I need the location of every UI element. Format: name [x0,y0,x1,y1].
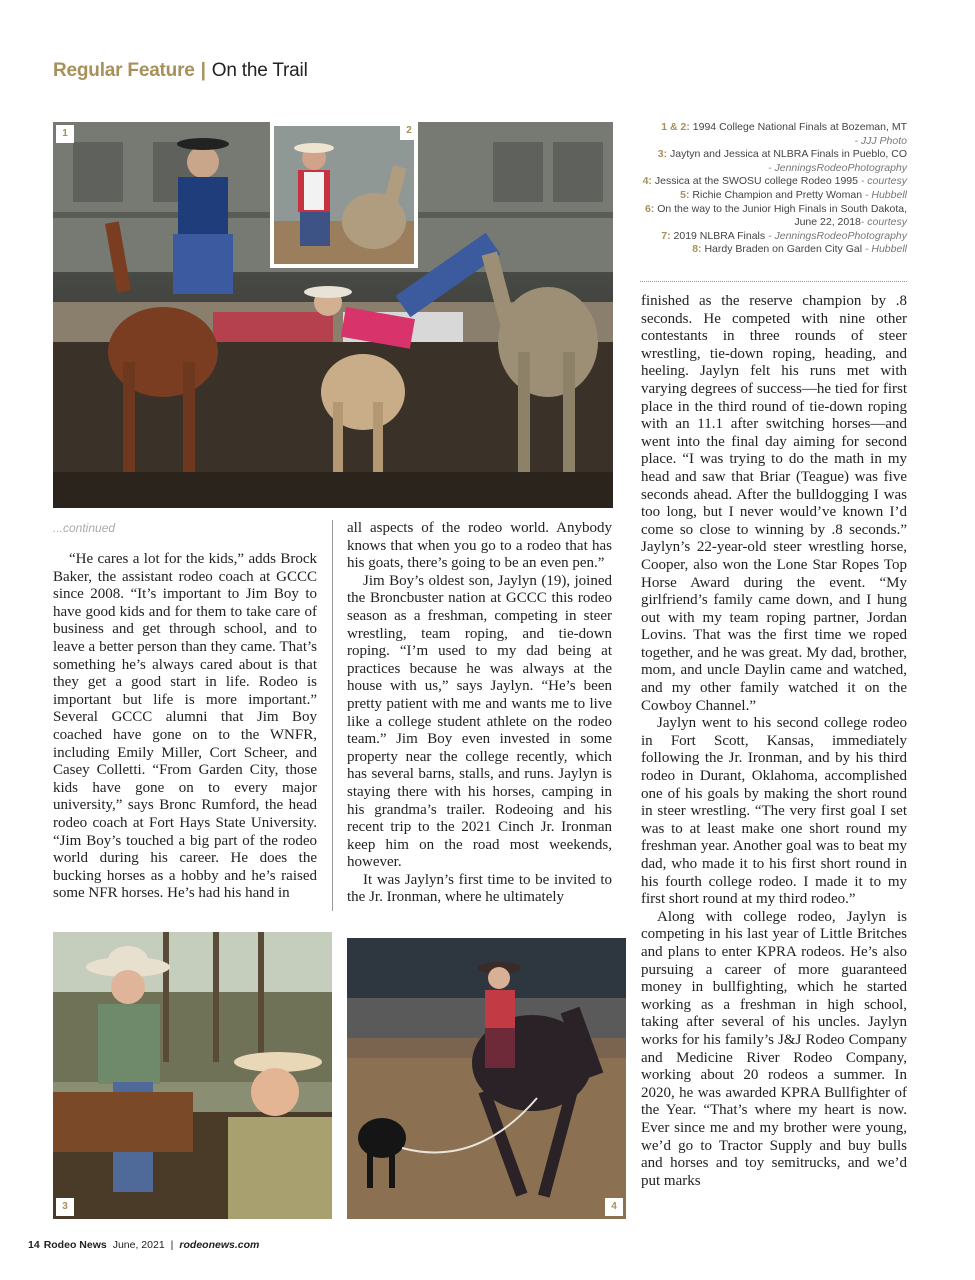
caption-divider [640,281,907,282]
boy-and-mother-illustration [53,932,332,1219]
photo-captions [628,121,907,257]
section-label: Regular Feature [53,60,195,81]
article-column-3 [641,293,907,1190]
paragraph: Along with college rodeo, Jaylyn is competing in his last year of Little Britches and plans to enter KPRA rodeos. He’s also pursuing a career of more guaranteed money in bullfighting, which he started working as a freshman in high school, taking after several of his uncles. Jaylyn works for his family’s J&J Rodeo Company and Medicine River Rodeo Company, working about 20 rodeos a summer. In 2020, he was awarded KPRA Bullfighter of the Year. “That’s where my heart is now. Ever since me and my brother were young, we’d go to Tractor Supply and buy bulls and horses and toy semitrucks, and we’d put marks [641,908,907,1189]
paragraph: Jim Boy’s oldest son, Jaylyn (19), joined the Broncbuster nation at GCCC this rodeo season as a freshman, competing in steer wrestling, team roping, and tie-down roping. “I’m used to my dad being at practices because he was always at the house with us,” says Jaylyn. “He’s been pretty patient with me and wants me to live like a college student athlete on the rodeo team.” Jim Boy even invested in some property near the college recently, which has several barns, stalls, and runs. Jaylyn is staying there with his horses, camping in his grandma’s trailer. Rodeoing and his recent trip to the 2021 Cinch Jr. Ironman keep him on the road most weekends, however. [347,572,612,871]
issue-date: June, 2021 [112,1239,165,1251]
photo-number-3: 3 [56,1198,74,1216]
paragraph: “He cares a lot for the kids,” adds Brock Baker, the assistant rodeo coach at GCCC since 2008. “It’s important to Jim Boy to have good kids and for them to take care of business and get through school, and to leave a better person than they came. That’s something he’s always cared about is that they get a good start in life. Rodeo is important but life is more important.” Several GCCC alumni that Jim Boy coached have gone on to the WNFR, including Emily Miller, Cort Scheer, and Casey Colletti. “From Garden City, those kids have gone on to every major university,” says Bronc Rumford, the head rodeo coach at Fort Hays State University. “Jim Boy’s touched a big part of the rodeo world during his career. He does the bucking horses as a hobby and he’s raised some NFR horses. He’s had his hand in [53,551,317,902]
photo-number-1: 1 [56,125,74,143]
paragraph: It was Jaylyn’s first time to be invited to the Jr. Ironman, where he ultimately [347,871,612,906]
caption-1: 1 & 2: 1994 College National Finals at Bozeman, MT - JJJ Photo [661,121,907,147]
section-title: On the Trail [211,60,308,81]
article-column-2 [347,520,612,907]
page-header [53,60,308,82]
caption-8: 8: Hardy Braden on Garden City Gal - Hubbell [692,243,907,256]
column-divider [332,520,333,911]
page-number: 14 [28,1239,40,1251]
goat-tying-illustration [347,938,626,1219]
page-footer [28,1239,259,1251]
photo-goat-tying [347,938,626,1219]
paragraph: finished as the reserve champion by .8 seconds. He competed with nine other contestants in three rounds of steer wrestling, tie-down roping, heading, and heeling. Jaylyn felt his runs met with varying degrees of success—he tied for first place in the third round of tie-down roping with an 11.1 after switching horses—and went into the final day aiming for second place. “I was trying to do the math in my head and saw that Briar (Teague) was five seconds ahead. After the bulldogging I was too long, but I never would’ve known I’d come so close to winning by .8 seconds.” Jaylyn’s 22-year-old steer wrestling horse, Cooper, also won the Lone Star Ropes Top Horse Award during the event. “My girlfriend’s family came down, and I hung out with my team roping partner, Jordan Lovins. That was the first time we roped together, and he was great. My dad, brother, mom, and uncle Daylin came and watched, and my other family watched it on the Cowboy Channel.” [641,293,907,714]
continued-label: ...continued [53,521,116,535]
photo-number-4: 4 [605,1198,623,1216]
header-separator: | [200,60,206,81]
caption-4: 4: Jessica at the SWOSU college Rodeo 1995 - courtesy [642,175,907,188]
caption-7: 7: 2019 NLBRA Finals - JenningsRodeoPhotography [661,229,907,242]
caption-3: 3: Jaytyn and Jessica at NLBRA Finals in Pueblo, CO - JenningsRodeoPhotography [657,148,907,174]
caption-5: 5: Richie Champion and Pretty Woman - Hubbell [680,188,907,201]
website-link[interactable]: rodeonews.com [179,1239,260,1251]
magazine-name: Rodeo News [43,1239,107,1251]
footer-separator: | [170,1239,174,1251]
paragraph: all aspects of the rodeo world. Anybody knows that when you go to a rodeo that has his goats, there’s going to be an even pen.” [347,520,612,572]
photo-boy-and-mother [53,932,332,1219]
photo-inset-rider [270,122,418,268]
article-column-1 [53,551,317,903]
inset-rider-illustration [274,126,414,264]
paragraph: Jaylyn went to his second college rodeo in Fort Scott, Kansas, immediately following the Jr. Ironman, and by his third rodeo in Durant, Oklahoma, accomplished one of his goals by making the short round in steer wrestling. “The very first goal I set was to at least make one short round my freshman year. Another goal was to beat my dad, who made it to his first short round in his fourth college rodeo. I made it to my first short round at my third rodeo.” [641,715,907,908]
photo-number-2: 2 [400,122,418,140]
caption-6: 6: On the way to the Junior High Finals in South Dakota, June 22, 2018- courtesy [644,202,907,229]
